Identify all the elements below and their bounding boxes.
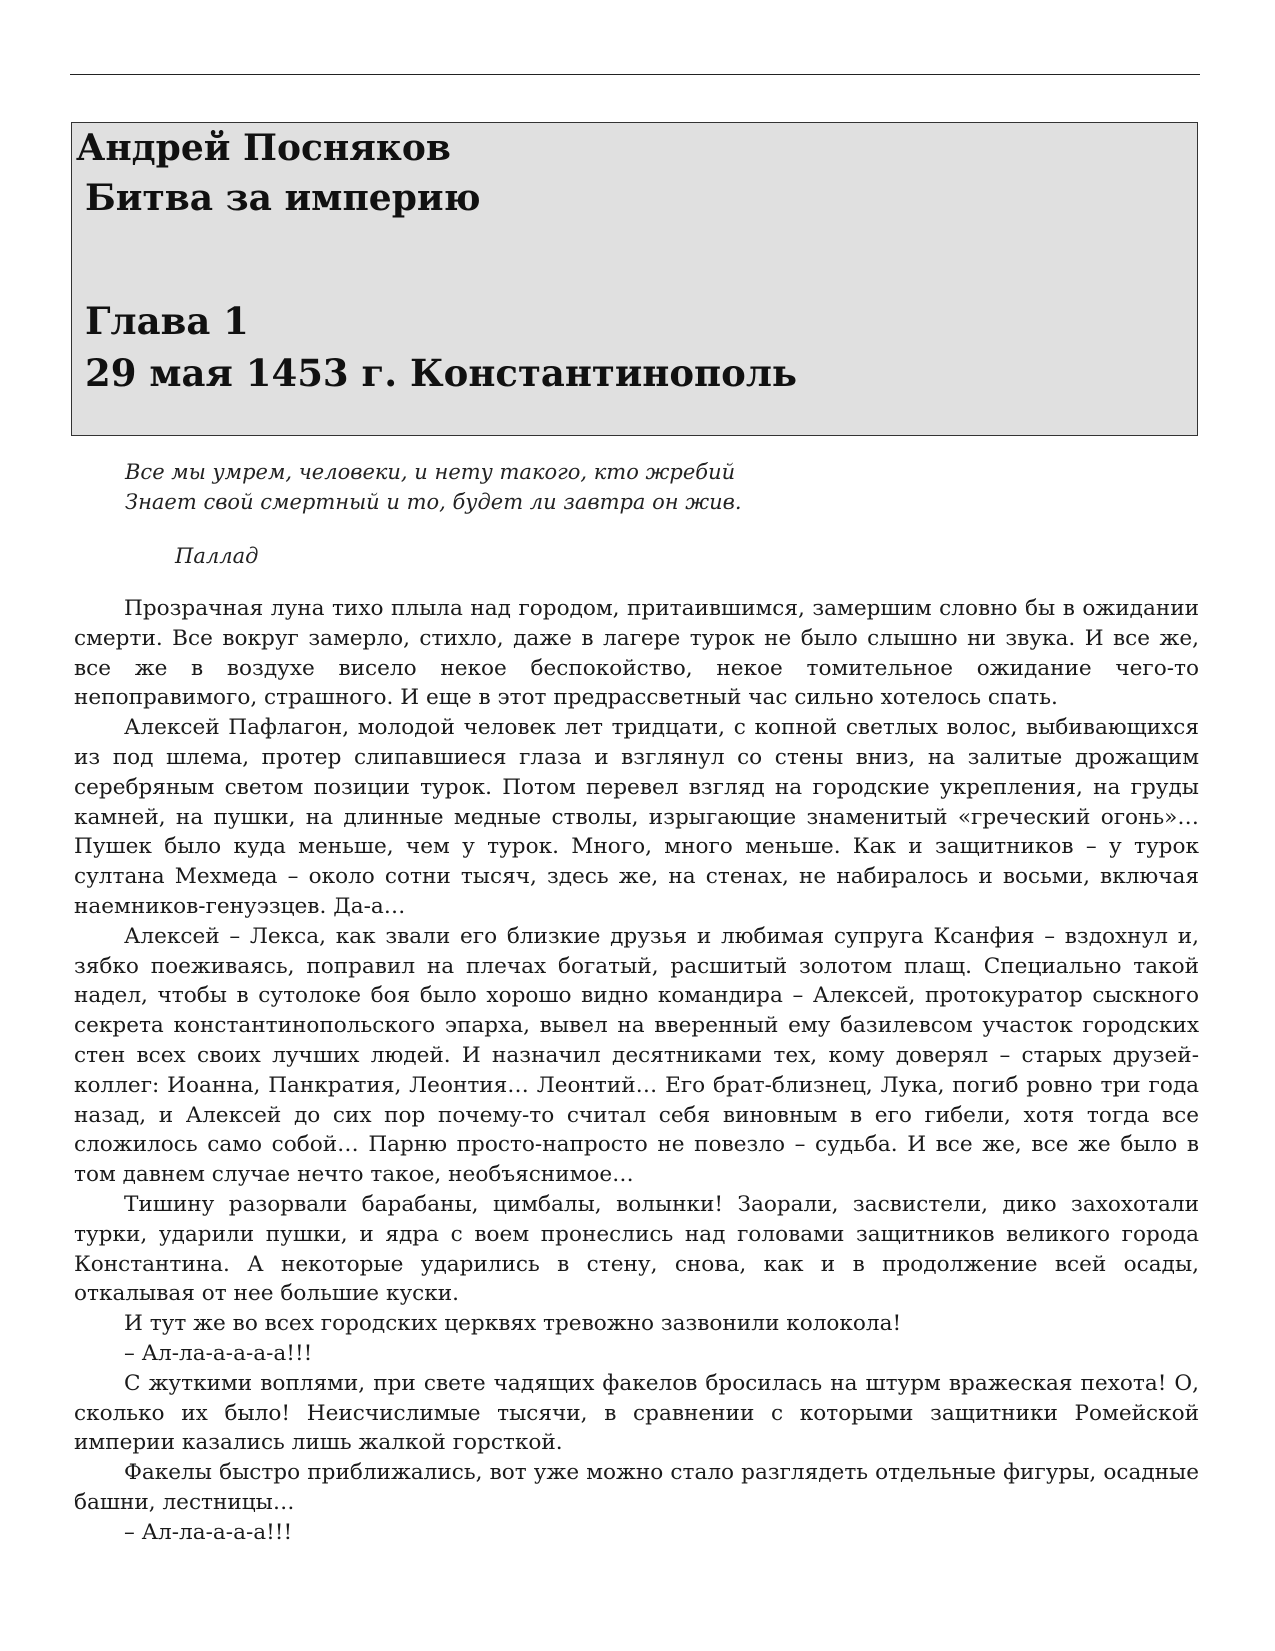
paragraph: Прозрачная луна тихо плыла над городом, притаившимся, замершим словно бы в ожидании смерти. Все вокруг замерло, стихло, даже в лагере турок не было слышно ни звука. И все же, все же в воздухе висело некое беспокойство, некое томительное ожидание чего-то непоправимого, страшного. И еще в этот предрассветный час сильно хотелось спать.: [74, 596, 1199, 711]
chapter-heading: Глава 1: [85, 299, 249, 343]
paragraph: – Ал-ла-а-а-а-а!!!: [124, 1340, 313, 1366]
paragraph: – Ал-ла-а-а-а!!!: [124, 1519, 293, 1545]
epigraph-author: Паллад: [175, 544, 259, 568]
paragraph: И тут же во всех городских церквях тревожно зазвонили колокола!: [124, 1311, 902, 1337]
author-name: Андрей Посняков: [76, 127, 451, 169]
paragraph: С жуткими воплями, при свете чадящих факелов бросилась на штурм вражеская пехота! О, сколько их было! Неисчислимые тысячи, в сравнении с которыми защитники Ромейской империи казались лишь жалкой горсткой.: [74, 1370, 1199, 1456]
paragraph: Алексей – Лекса, как звали его близкие друзья и любимая супруга Ксанфия – вздохнул и, зябко поеживаясь, поправил на плечах богатый, расшитый золотом плащ. Специально такой надел, чтобы в сутолоке боя было хорошо видно командира – Алексей, протокуратор сыскного секрета константинопольского эпарха, вывел на вверенный ему базилевсом участок городских стен всех своих лучших людей. И назначил десятниками тех, кому доверял – старых друзей-коллег: Иоанна, Панкратия, Леонтия… Леонтий… Его брат-близнец, Лука, погиб ровно три года назад, и Алексей до сих пор почему-то считал себя виновным в его гибели, хотя тогда все сложилось само собой… Парню просто-напросто не повезло – судьба. И все же, все же было в том давнем случае нечто такое, необъяснимое…: [74, 923, 1199, 1188]
chapter-body: [74, 594, 1199, 1548]
book-title: Битва за империю: [85, 177, 481, 219]
top-rule: [70, 74, 1200, 75]
paragraph: Факелы быстро приближались, вот уже можно стало разглядеть отдельные фигуры, осадные башни, лестницы…: [74, 1460, 1199, 1515]
chapter-subtitle: 29 мая 1453 г. Константинополь: [85, 351, 798, 395]
chapter-title-box: [71, 122, 1198, 436]
paragraph: Тишину разорвали барабаны, цимбалы, волынки! Заорали, засвистели, дико захохотали турки, ударили пушки, и ядра с воем пронеслись над головами защитников великого города Константина. А некоторые ударились в стену, снова, как и в продолжение всей осады, откалывая от нее большие куски.: [74, 1191, 1199, 1307]
epigraph-line: Все мы умрем, человеки, и нету такого, кто жребий: [125, 460, 736, 484]
epigraph: [125, 457, 742, 517]
paragraph: Алексей Пафлагон, молодой человек лет тридцати, с копной светлых волос, выбивающихся из под шлема, протер слипавшиеся глаза и взглянул со стены вниз, на залитые дрожащим серебряным светом позиции турок. Потом перевел взгляд на городские укрепления, на груды камней, на пушки, на длинные медные стволы, изрыгающие знаменитый «греческий огонь»… Пушек было куда меньше, чем у турок. Много, много меньше. Как и защитников – у турок султана Мехмеда – около сотни тысяч, здесь же, на стенах, не набиралось и восьми, включая наемников-генуэзцев. Да-а…: [74, 715, 1199, 919]
epigraph-line: Знает свой смертный и то, будет ли завтра он жив.: [125, 490, 742, 514]
